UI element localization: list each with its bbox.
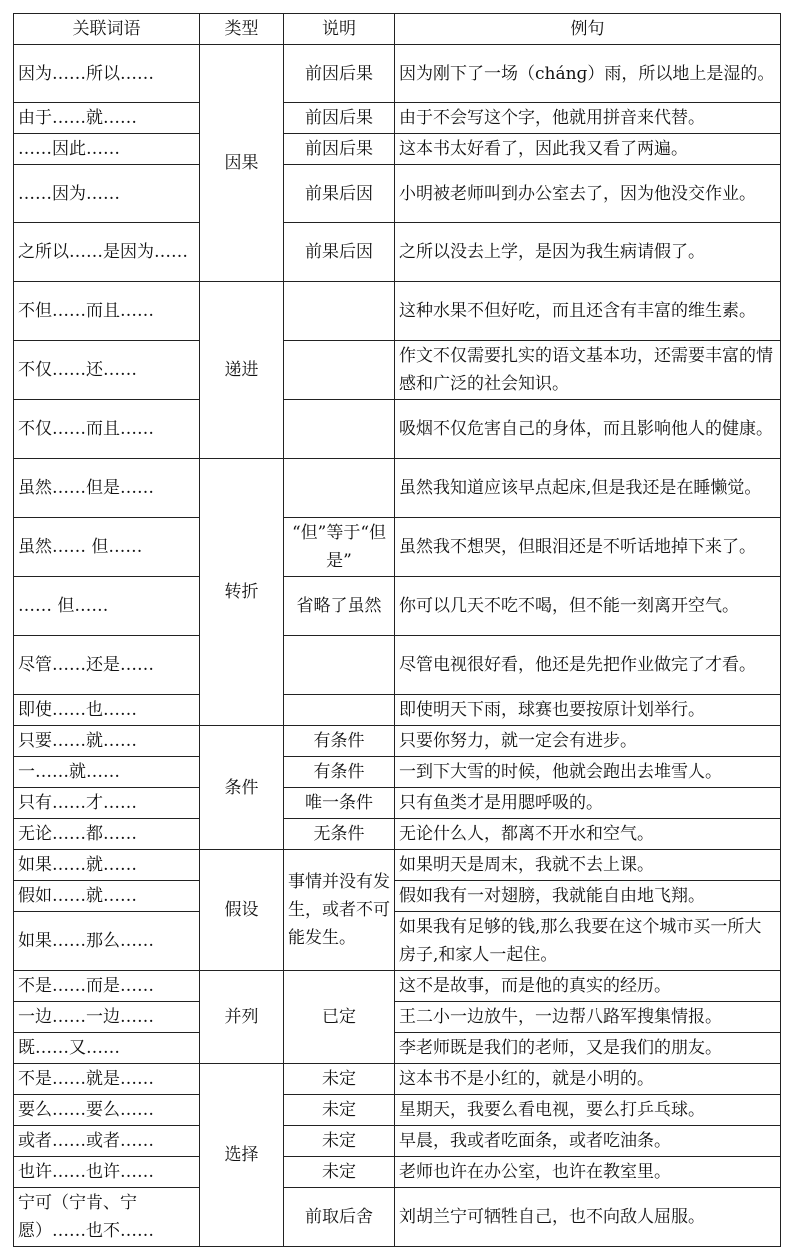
cell-type: 转折 — [200, 459, 284, 726]
cell-word: 既……又…… — [14, 1033, 200, 1064]
header-word: 关联词语 — [14, 14, 200, 45]
cell-type: 并列 — [200, 971, 284, 1064]
cell-note — [284, 636, 395, 695]
cell-type: 条件 — [200, 726, 284, 850]
cell-example: 尽管电视很好看，他还是先把作业做完了才看。 — [395, 636, 781, 695]
cell-example: 一到下大雪的时候，他就会跑出去堆雪人。 — [395, 757, 781, 788]
table-row — [14, 636, 781, 695]
cell-example: 这本书太好看了，因此我又看了两遍。 — [395, 134, 781, 165]
cell-word: 虽然…… 但…… — [14, 518, 200, 577]
cell-note: 前果后因 — [284, 165, 395, 223]
cell-example: 王二小一边放牛，一边帮八路军搜集情报。 — [395, 1002, 781, 1033]
table-row — [14, 45, 781, 103]
cell-note: 未定 — [284, 1157, 395, 1188]
table-row — [14, 459, 781, 518]
table-row — [14, 788, 781, 819]
cell-word: 假如……就…… — [14, 881, 200, 912]
cell-note: 前因后果 — [284, 134, 395, 165]
cell-example: 作文不仅需要扎实的语文基本功，还需要丰富的情感和广泛的社会知识。 — [395, 341, 781, 400]
cell-note — [284, 400, 395, 459]
table-row — [14, 1126, 781, 1157]
cell-example: 虽然我知道应该早点起床,但是我还是在睡懒觉。 — [395, 459, 781, 518]
table-row — [14, 1033, 781, 1064]
table-row — [14, 850, 781, 881]
table-row — [14, 223, 781, 282]
table-row — [14, 577, 781, 636]
cell-example: 之所以没去上学，是因为我生病请假了。 — [395, 223, 781, 282]
cell-word: 不是……就是…… — [14, 1064, 200, 1095]
table-row — [14, 1064, 781, 1095]
table-row — [14, 695, 781, 726]
cell-word: 之所以……是因为…… — [14, 223, 200, 282]
cell-example: 老师也许在办公室，也许在教室里。 — [395, 1157, 781, 1188]
cell-word: 虽然……但是…… — [14, 459, 200, 518]
header-example: 例句 — [395, 14, 781, 45]
cell-word: 如果……那么…… — [14, 912, 200, 971]
table-row — [14, 912, 781, 971]
table-row — [14, 881, 781, 912]
cell-example: 这种水果不但好吃，而且还含有丰富的维生素。 — [395, 282, 781, 341]
table-row — [14, 1188, 781, 1247]
cell-note: 无条件 — [284, 819, 395, 850]
cell-example: 由于不会写这个字，他就用拼音来代替。 — [395, 103, 781, 134]
cell-word: 即使……也…… — [14, 695, 200, 726]
cell-note: 未定 — [284, 1095, 395, 1126]
table-row — [14, 165, 781, 223]
table-row — [14, 1095, 781, 1126]
cell-word: 要么……要么…… — [14, 1095, 200, 1126]
cell-example: 你可以几天不吃不喝，但不能一刻离开空气。 — [395, 577, 781, 636]
cell-note: 前因后果 — [284, 45, 395, 103]
cell-word: ……因此…… — [14, 134, 200, 165]
cell-example: 李老师既是我们的老师，又是我们的朋友。 — [395, 1033, 781, 1064]
cell-example: 假如我有一对翅膀，我就能自由地飞翔。 — [395, 881, 781, 912]
cell-type: 选择 — [200, 1064, 284, 1247]
cell-word: 不仅……而且…… — [14, 400, 200, 459]
table-row — [14, 971, 781, 1002]
cell-note: 已定 — [284, 971, 395, 1064]
header-note: 说明 — [284, 14, 395, 45]
conjunctions-table — [13, 13, 781, 1247]
table-row — [14, 282, 781, 341]
cell-note: “但”等于“但是” — [284, 518, 395, 577]
cell-example: 只要你努力，就一定会有进步。 — [395, 726, 781, 757]
cell-example: 星期天，我要么看电视，要么打乒乓球。 — [395, 1095, 781, 1126]
cell-note — [284, 459, 395, 518]
cell-note: 前果后因 — [284, 223, 395, 282]
cell-word: 或者……或者…… — [14, 1126, 200, 1157]
cell-note: 未定 — [284, 1064, 395, 1095]
cell-example: 这不是故事，而是他的真实的经历。 — [395, 971, 781, 1002]
cell-word: 只有……才…… — [14, 788, 200, 819]
cell-word: 因为……所以…… — [14, 45, 200, 103]
cell-note: 有条件 — [284, 757, 395, 788]
cell-word: 宁可（宁肯、宁愿）……也不…… — [14, 1188, 200, 1247]
cell-word: 由于……就…… — [14, 103, 200, 134]
cell-example: 只有鱼类才是用腮呼吸的。 — [395, 788, 781, 819]
cell-example: 早晨，我或者吃面条，或者吃油条。 — [395, 1126, 781, 1157]
cell-word: 一……就…… — [14, 757, 200, 788]
cell-note — [284, 282, 395, 341]
cell-word: 一边……一边…… — [14, 1002, 200, 1033]
cell-example: 小明被老师叫到办公室去了，因为他没交作业。 — [395, 165, 781, 223]
table-row — [14, 757, 781, 788]
cell-note: 省略了虽然 — [284, 577, 395, 636]
cell-note: 前因后果 — [284, 103, 395, 134]
table-row — [14, 1002, 781, 1033]
table-row — [14, 341, 781, 400]
cell-example: 刘胡兰宁可牺牲自己，也不向敌人屈服。 — [395, 1188, 781, 1247]
cell-example: 虽然我不想哭，但眼泪还是不听话地掉下来了。 — [395, 518, 781, 577]
table-row — [14, 400, 781, 459]
cell-word: 也许……也许…… — [14, 1157, 200, 1188]
cell-note: 有条件 — [284, 726, 395, 757]
cell-example: 无论什么人，都离不开水和空气。 — [395, 819, 781, 850]
cell-type: 递进 — [200, 282, 284, 459]
table-row — [14, 518, 781, 577]
cell-word: 不但……而且…… — [14, 282, 200, 341]
header-row — [14, 14, 781, 45]
table-row — [14, 134, 781, 165]
cell-example: 如果我有足够的钱,那么我要在这个城市买一所大房子,和家人一起住。 — [395, 912, 781, 971]
cell-word: …… 但…… — [14, 577, 200, 636]
cell-note — [284, 695, 395, 726]
cell-word: ……因为…… — [14, 165, 200, 223]
cell-example: 吸烟不仅危害自己的身体，而且影响他人的健康。 — [395, 400, 781, 459]
cell-note: 前取后舍 — [284, 1188, 395, 1247]
cell-word: 不是……而是…… — [14, 971, 200, 1002]
table-row — [14, 726, 781, 757]
cell-word: 无论……都…… — [14, 819, 200, 850]
table-row — [14, 103, 781, 134]
cell-note — [284, 341, 395, 400]
cell-type: 假设 — [200, 850, 284, 971]
header-type: 类型 — [200, 14, 284, 45]
cell-note: 唯一条件 — [284, 788, 395, 819]
cell-example: 如果明天是周末，我就不去上课。 — [395, 850, 781, 881]
cell-example: 即使明天下雨，球赛也要按原计划举行。 — [395, 695, 781, 726]
table-row — [14, 1157, 781, 1188]
cell-type: 因果 — [200, 45, 284, 282]
cell-example: 因为刚下了一场（chánɡ）雨，所以地上是湿的。 — [395, 45, 781, 103]
cell-note: 未定 — [284, 1126, 395, 1157]
cell-word: 如果……就…… — [14, 850, 200, 881]
table-row — [14, 819, 781, 850]
cell-example: 这本书不是小红的，就是小明的。 — [395, 1064, 781, 1095]
cell-word: 不仅……还…… — [14, 341, 200, 400]
cell-word: 尽管……还是…… — [14, 636, 200, 695]
cell-note: 事情并没有发生，或者不可能发生。 — [284, 850, 395, 971]
cell-word: 只要……就…… — [14, 726, 200, 757]
